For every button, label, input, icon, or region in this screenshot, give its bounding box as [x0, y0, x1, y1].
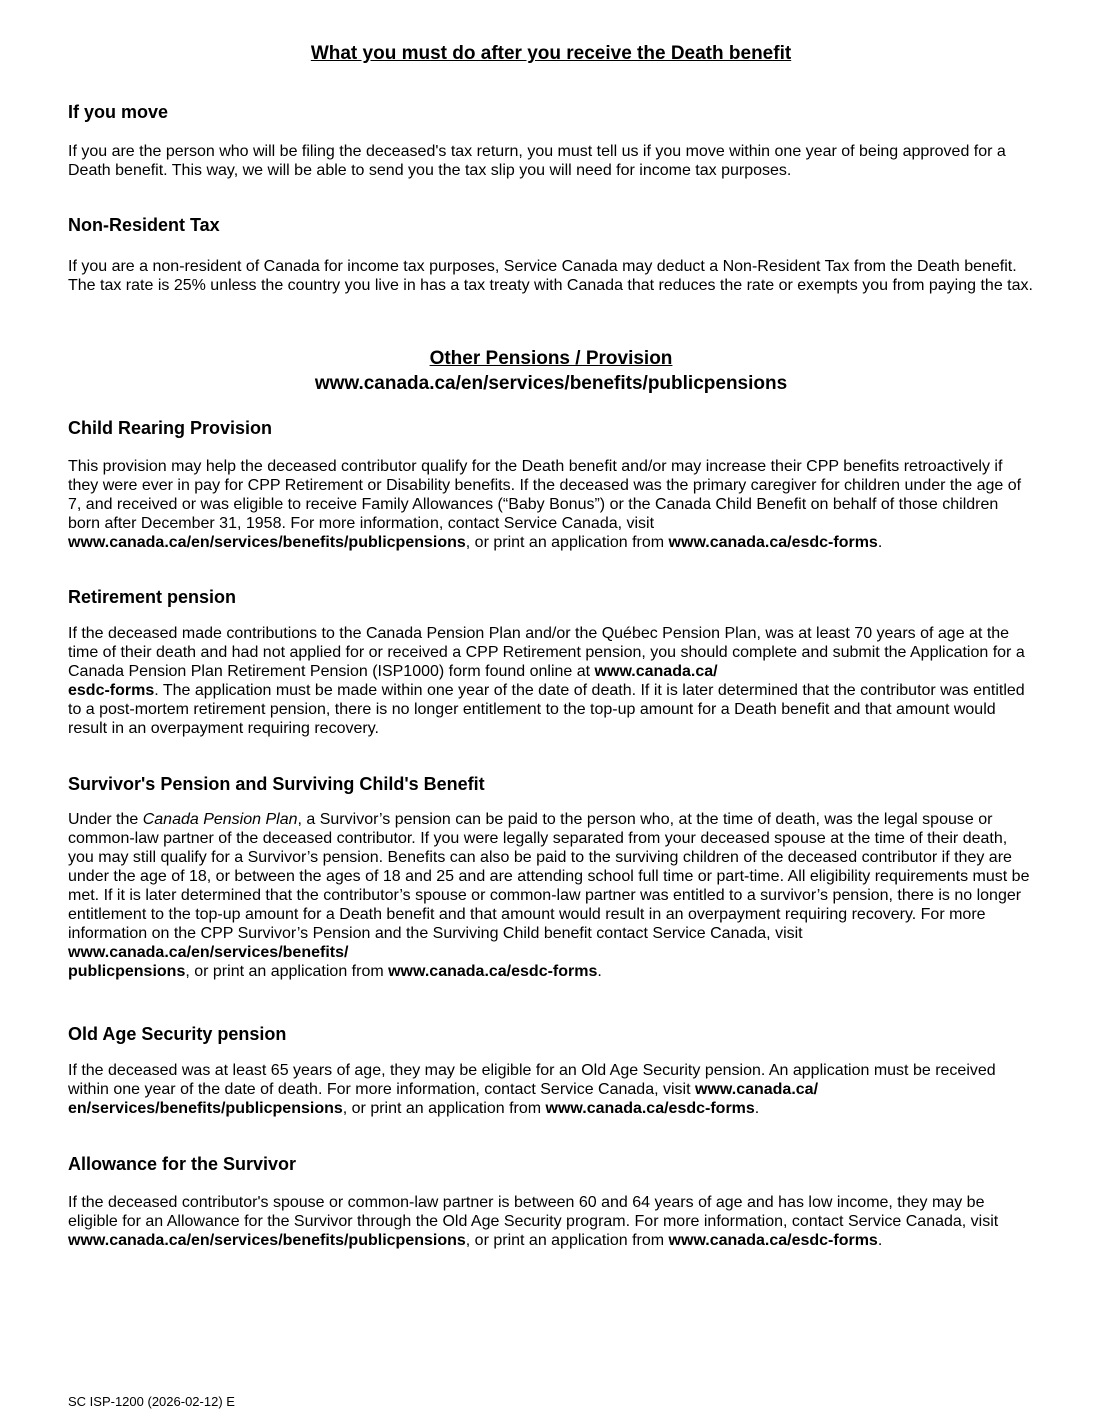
heading-retirement-pension: Retirement pension: [68, 587, 237, 607]
paragraph-child-rearing: This provision may help the deceased contributor qualify for the Death benefit and/or may increase their CPP benefits retroactively if they were ever in pay for CPP Retirement or Disability benefits. If the deceased was the primary caregiver for children under the age of 7, and received or was eligible to receive Family Allowances (“Baby Bonus”) or the Canada Child Benefit on behalf of those children born after December 31, 1958. For more information, contact Service Canada, visit www.canada.ca/en/services/benefits/publicpensions, or print an application from www.canada.ca/esdc-forms.: [68, 458, 1022, 551]
link-publicpensions[interactable]: www.canada.ca/ en/services/benefits/publicpensions: [68, 1081, 819, 1117]
heading-child-rearing: Child Rearing Provision: [68, 418, 273, 438]
link-esdc-forms[interactable]: www.canada.ca/esdc-forms: [388, 963, 598, 980]
form-footer-code: SC ISP-1200 (2026-02-12) E: [68, 1394, 235, 1409]
paragraph-old-age-security: If the deceased was at least 65 years of age, they may be eligible for an Old Age Security pension. An application must be received within one year of the date of death. For more information, contact Service Canada, visit www.canada.ca/ en/services/benefits/publicpensions, or print an application from www.canada.ca/esdc-forms.: [68, 1062, 996, 1117]
page-title: What you must do after you receive the Death benefit: [310, 43, 792, 64]
other-pensions-url: www.canada.ca/en/services/benefits/publicpensions: [314, 373, 788, 394]
heading-if-you-move: If you move: [68, 102, 169, 122]
paragraph-retirement-pension: If the deceased made contributions to the Canada Pension Plan and/or the Québec Pension Plan, was at least 70 years of age at the time of their death and had not applied for or received a CPP Retirement pension, you should complete and submit the Application for a Canada Pension Plan Retirement Pension (ISP1000) form found online at www.canada.ca/ esdc-forms. The application must be made within one year of the date of death. If it is later determined that the contributor was entitled to a post-mortem retirement pension, there is no longer entitlement to the top-up amount for a Death benefit and that amount would result in an overpayment requiring recovery.: [68, 625, 1025, 737]
link-esdc-forms[interactable]: www.canada.ca/esdc-forms: [668, 1232, 878, 1249]
section-title-other-pensions: [68, 346, 1034, 396]
link-esdc-forms[interactable]: www.canada.ca/esdc-forms: [668, 534, 878, 551]
paragraph-allowance-survivor: If the deceased contributor's spouse or common-law partner is between 60 and 64 years of age and has low income, they may be eligible for an Allowance for the Survivor through the Old Age Security program. For more information, contact Service Canada, visit www.canada.ca/en/services/benefits/publicpensions, or print an application from www.canada.ca/esdc-forms.: [68, 1194, 999, 1249]
link-esdc-forms[interactable]: www.canada.ca/ esdc-forms: [68, 663, 718, 699]
other-pensions-heading: Other Pensions / Provision: [429, 348, 673, 369]
heading-non-resident-tax: Non-Resident Tax: [68, 215, 220, 235]
paragraph-if-you-move: If you are the person who will be filing the deceased's tax return, you must tell us if you move within one year of being approved for a Death benefit. This way, we will be able to send you the tax slip you will need for income tax purposes.: [68, 143, 1006, 179]
link-publicpensions[interactable]: www.canada.ca/en/services/benefits/publicpensions: [68, 534, 466, 551]
heading-allowance-survivor: Allowance for the Survivor: [68, 1154, 297, 1174]
heading-old-age-security: Old Age Security pension: [68, 1024, 287, 1044]
heading-survivors-pension: Survivor's Pension and Surviving Child's Benefit: [68, 774, 485, 794]
link-publicpensions[interactable]: www.canada.ca/en/services/benefits/publicpensions: [68, 1232, 466, 1249]
paragraph-non-resident-tax: If you are a non-resident of Canada for income tax purposes, Service Canada may deduct a Non-Resident Tax from the Death benefit. The tax rate is 25% unless the country you live in has a tax treaty with Canada that reduces the rate or exempts you from paying the tax.: [68, 258, 1033, 294]
paragraph-survivors-pension: Under the Canada Pension Plan, a Survivor’s pension can be paid to the person who, at the time of death, was the legal spouse or common-law partner of the deceased contributor. If you were legally separated from your deceased spouse at the time of their death, you may still qualify for a Survivor’s pension. Benefits can also be paid to the surviving children of the deceased contributor if they are under the age of 18, or between the ages of 18 and 25 and are attending school full time or part-time. All eligibility requirements must be met. If it is later determined that the contributor’s spouse or common-law partner was entitled to a survivor’s pension, there is no longer entitlement to the top-up amount for a Death benefit and that amount would result in an overpayment requiring recovery. For more information on the CPP Survivor’s Pension and the Surviving Child benefit contact Service Canada, visit www.canada.ca/en/services/benefits/ publicpensions, or print an application from www.canada.ca/esdc-forms.: [68, 811, 1030, 980]
link-publicpensions[interactable]: www.canada.ca/en/services/benefits/ publicpensions: [68, 944, 349, 980]
link-esdc-forms[interactable]: www.canada.ca/esdc-forms: [545, 1100, 755, 1117]
